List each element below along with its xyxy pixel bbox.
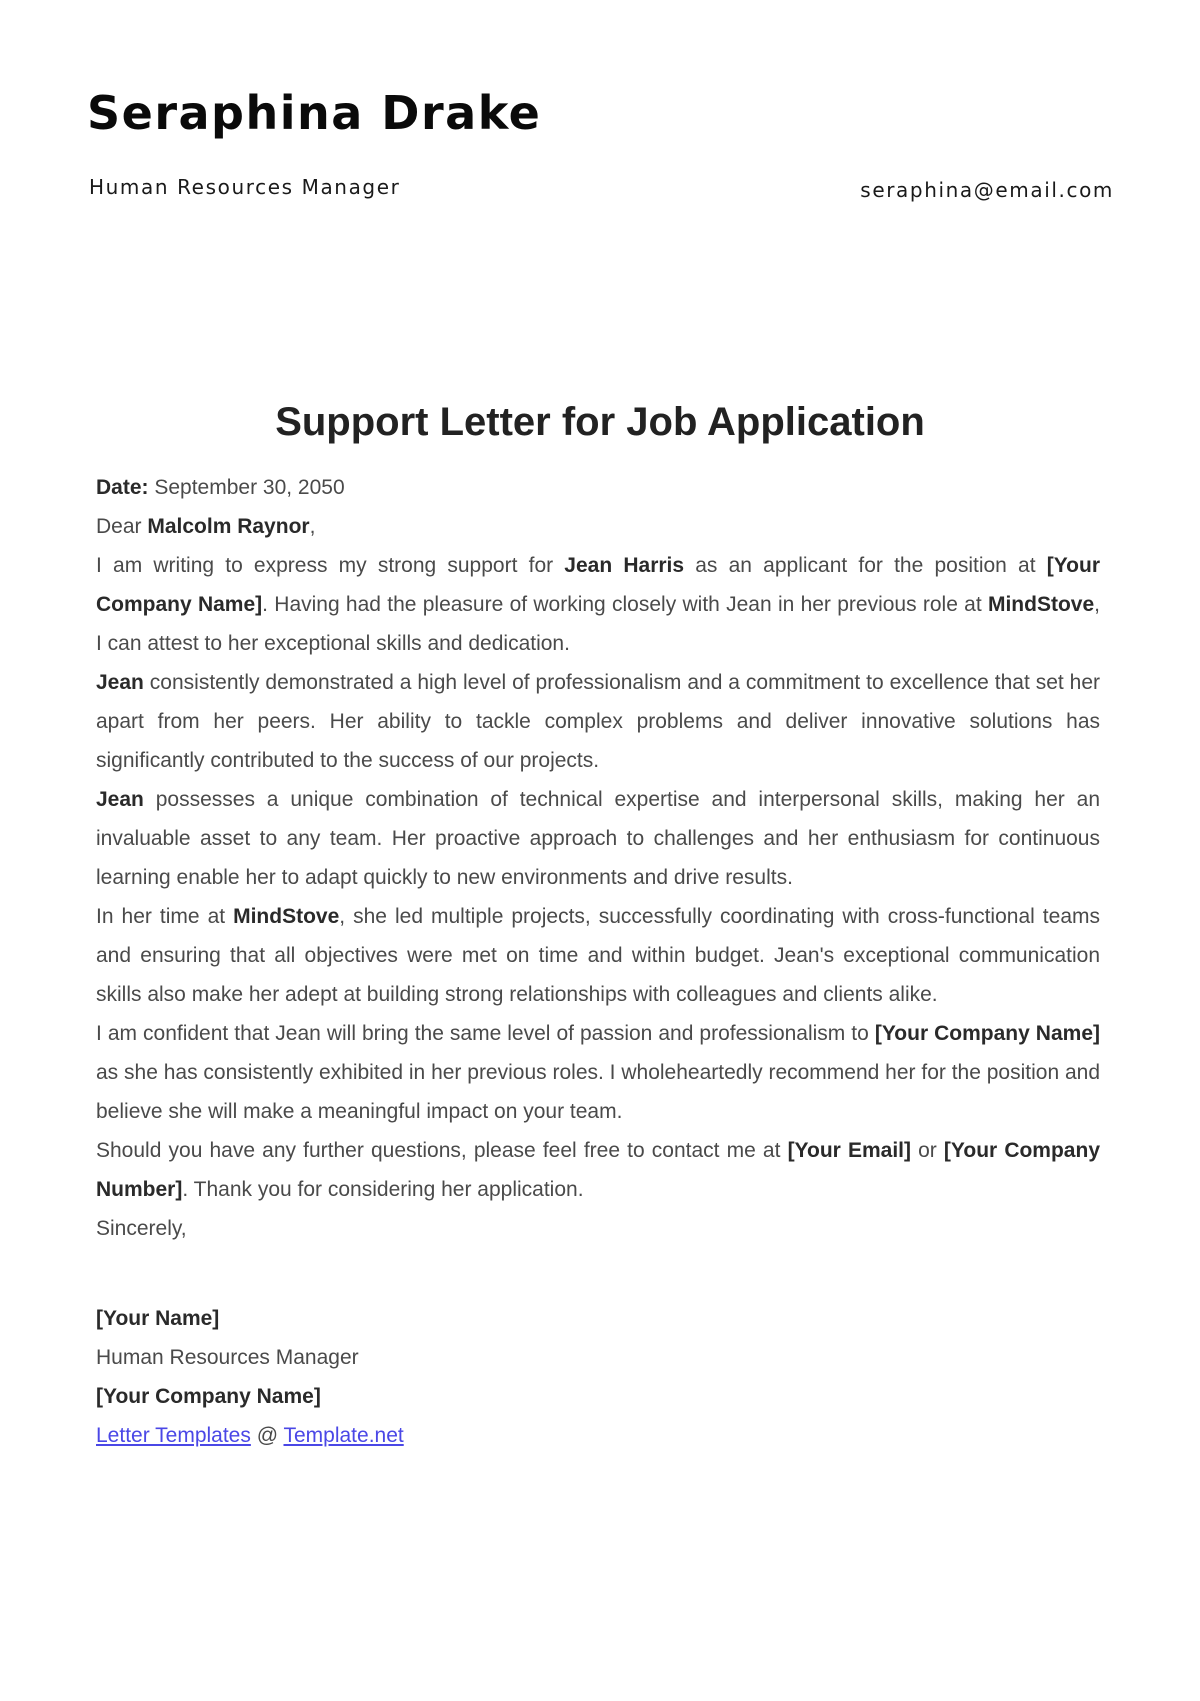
letter-title: Support Letter for Job Application	[275, 400, 925, 444]
text: I am confident that Jean will bring the same level of passion and professionalism to	[96, 1022, 875, 1045]
text: Should you have any further questions, please feel free to contact me at	[96, 1139, 788, 1162]
signature-company-text: [Your Company Name]	[96, 1385, 321, 1408]
text: I am writing to express my strong support for	[96, 554, 565, 577]
text: . Having had the pleasure of working closely with Jean in her previous role at	[262, 593, 988, 616]
paragraph-recommendation	[96, 1014, 1100, 1131]
previous-company: MindStove	[987, 593, 1095, 616]
closing: Sincerely,	[96, 1217, 187, 1240]
paragraph-intro	[96, 546, 1100, 663]
footer-credit	[96, 1416, 1100, 1455]
sender-email: seraphina@email.com	[860, 178, 1114, 202]
previous-company: MindStove	[233, 905, 340, 928]
signature-role: Human Resources Manager	[96, 1346, 359, 1369]
text: as she has consistently exhibited in her previous roles. I wholeheartedly recommend her for the position and believe she will make a meaningful impact on your team.	[96, 1061, 1100, 1123]
text: or	[910, 1139, 944, 1162]
sender-role: Human Resources Manager	[89, 175, 401, 199]
letter-body	[96, 468, 1100, 1455]
paragraph-professionalism	[96, 663, 1100, 780]
footer-separator: @	[250, 1424, 284, 1447]
text: consistently demonstrated a high level of professionalism and a commitment to excellence that set her apart from her peers. Her ability to tackle complex problems and deliver innovative solutions has significantly contributed to the success of our projects.	[96, 671, 1100, 772]
text: possesses a unique combination of technical expertise and interpersonal skills, making her an invaluable asset to any team. Her proactive approach to challenges and her enthusiasm for continuous learning enable her to adapt quickly to new environments and drive results.	[96, 788, 1100, 889]
recipient-name: Malcolm Raynor	[147, 515, 310, 538]
salutation	[96, 507, 1100, 546]
salutation-prefix: Dear	[96, 515, 148, 538]
company-placeholder: [Your Company Name]	[874, 1022, 1100, 1045]
salutation-suffix: ,	[309, 515, 316, 538]
date-label: Date:	[96, 476, 149, 499]
email-placeholder: [Your Email]	[787, 1139, 911, 1162]
phone-placeholder: [Your Company Number]	[96, 1139, 1100, 1201]
text: as an applicant for the position at	[684, 554, 1047, 577]
text: , I can attest to her exceptional skills and dedication.	[96, 593, 1100, 655]
template-net-link[interactable]: Template.net	[283, 1424, 404, 1447]
paragraph-skills	[96, 780, 1100, 897]
date-value: September 30, 2050	[148, 476, 345, 499]
letter-templates-link[interactable]: Letter Templates	[96, 1424, 251, 1447]
signature-name	[96, 1299, 1100, 1338]
applicant-name: Jean Harris	[564, 554, 685, 577]
paragraph-contact	[96, 1131, 1100, 1209]
date-line	[96, 468, 1100, 507]
applicant-first-name: Jean	[96, 788, 144, 811]
text: In her time at	[96, 905, 234, 928]
text: . Thank you for considering her application.	[182, 1178, 584, 1201]
sender-name: Seraphina Drake	[87, 86, 542, 140]
signature-space	[96, 1248, 1100, 1299]
signature-name-text: [Your Name]	[96, 1307, 220, 1330]
signature-company	[96, 1377, 1100, 1416]
text: , she led multiple projects, successfully coordinating with cross-functional teams and ensuring that all objectives were met on time and within budget. Jean's exceptional communication skills also make her adept at building strong relationships with colleagues and clients alike.	[96, 905, 1100, 1006]
paragraph-experience	[96, 897, 1100, 1014]
applicant-first-name: Jean	[96, 671, 144, 694]
company-placeholder: [Your Company Name]	[96, 554, 1101, 616]
